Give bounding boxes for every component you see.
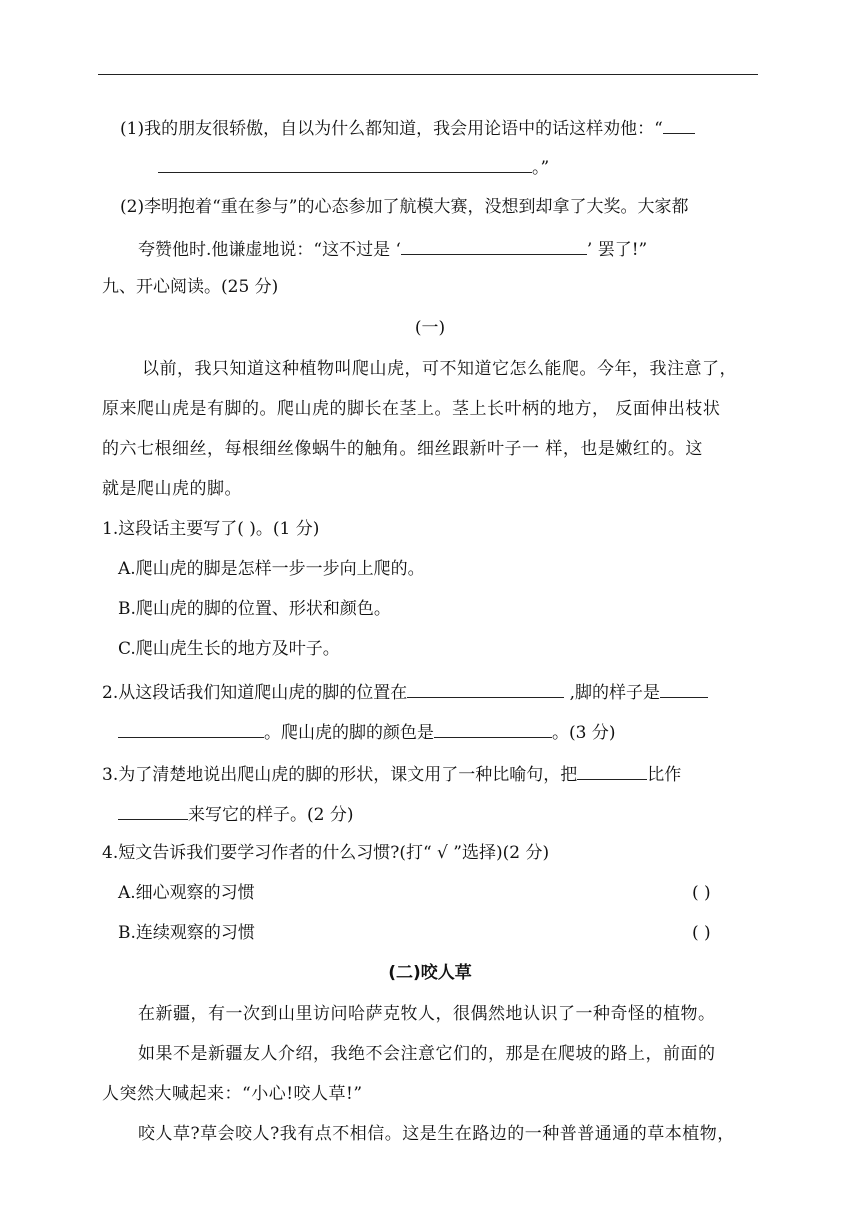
question-1-stem: 1.这段话主要写了( )。(1 分) [102, 519, 320, 539]
passage-line: 以前，我只知道这种植物叫爬山虎，可不知道它怎么能爬。今年，我注意了， [142, 359, 737, 379]
question-2-line1 [102, 680, 708, 704]
part2-title: (二)咬人草 [388, 963, 472, 983]
question-4-paren-b[interactable]: ( ) [692, 923, 711, 943]
question-3-line1 [102, 762, 681, 786]
q8-item2-text: 夸赞他时.他谦虚地说：“这不过是 ‘ [138, 240, 401, 260]
passage2-line: 人突然大喊起来：“小心!咬人草!” [102, 1084, 363, 1104]
answer-blank[interactable] [118, 802, 188, 820]
passage2-line: 咬人草?草会咬人?我有点不相信。这是生在路边的一种普普通通的草本植物， [138, 1124, 735, 1144]
section-heading: 九、开心阅读。(25 分) [102, 277, 279, 297]
q3-text: 3.为了清楚地说出爬山虎的脚的形状，课文用了一种比喻句，把 [102, 765, 578, 785]
q2-text: 。(3 分) [552, 723, 616, 743]
q8-item2-line1: (2)李明抱着“重在参与”的心态参加了航模大赛，没想到却拿了大奖。大家都 [120, 197, 689, 217]
question-4-paren-a[interactable]: ( ) [692, 883, 711, 903]
q3-text: 来写它的样子。(2 分) [188, 805, 354, 825]
answer-blank[interactable] [118, 720, 264, 738]
question-1-option-a[interactable]: A.爬山虎的脚是怎样一步一步向上爬的。 [118, 559, 425, 579]
question-1-option-b[interactable]: B.爬山虎的脚的位置、形状和颜色。 [118, 599, 391, 619]
passage-line: 的六七根细丝，每根细丝像蜗牛的触角。细丝跟新叶子一 样，也是嫩红的。这 [102, 439, 703, 459]
passage2-line: 在新疆，有一次到山里访问哈萨克牧人，很偶然地认识了一种奇怪的植物。 [138, 1004, 716, 1024]
q2-text: ,脚的样子是 [564, 683, 661, 703]
passage2-line: 如果不是新疆友人介绍，我绝不会注意它们的，那是在爬坡的路上，前面的 [138, 1044, 716, 1064]
passage-line: 原来爬山虎是有脚的。爬山虎的脚长在茎上。茎上长叶柄的地方， 反面伸出枝状 [102, 399, 721, 419]
answer-blank[interactable] [660, 680, 708, 698]
answer-blank[interactable] [407, 680, 564, 698]
q8-item1-line2 [158, 155, 549, 179]
q2-text: 。爬山虎的脚的颜色是 [264, 723, 434, 743]
header-rule [98, 74, 758, 75]
q8-item1-end: 。” [532, 158, 550, 178]
question-3-line2 [118, 802, 353, 826]
answer-blank[interactable] [158, 155, 532, 173]
passage-line: 就是爬山虎的脚。 [102, 479, 242, 499]
question-1-option-c[interactable]: C.爬山虎生长的地方及叶子。 [118, 639, 340, 659]
part1-title: (一) [414, 318, 446, 338]
question-4-stem: 4.短文告诉我们要学习作者的什么习惯?(打“ √ ”选择)(2 分) [102, 843, 550, 863]
q8-item1-text: (1)我的朋友很轿傲，自以为什么都知道，我会用论语中的话这样劝他：“ [120, 119, 663, 139]
question-4-option-a[interactable]: A.细心观察的习惯 [118, 883, 255, 903]
q2-text: 2.从这段话我们知道爬山虎的脚的位置在 [102, 683, 408, 703]
q8-item1-line1 [120, 116, 695, 140]
answer-blank[interactable] [663, 116, 695, 134]
question-4-option-b[interactable]: B.连续观察的习惯 [118, 923, 255, 943]
answer-blank[interactable] [401, 237, 587, 255]
answer-blank[interactable] [577, 762, 647, 780]
answer-blank[interactable] [434, 720, 552, 738]
q3-text: 比作 [647, 765, 682, 785]
question-2-line2 [118, 720, 615, 744]
q8-item2-line2 [138, 237, 647, 261]
q8-item2-end: ’ 罢了!” [586, 240, 648, 260]
